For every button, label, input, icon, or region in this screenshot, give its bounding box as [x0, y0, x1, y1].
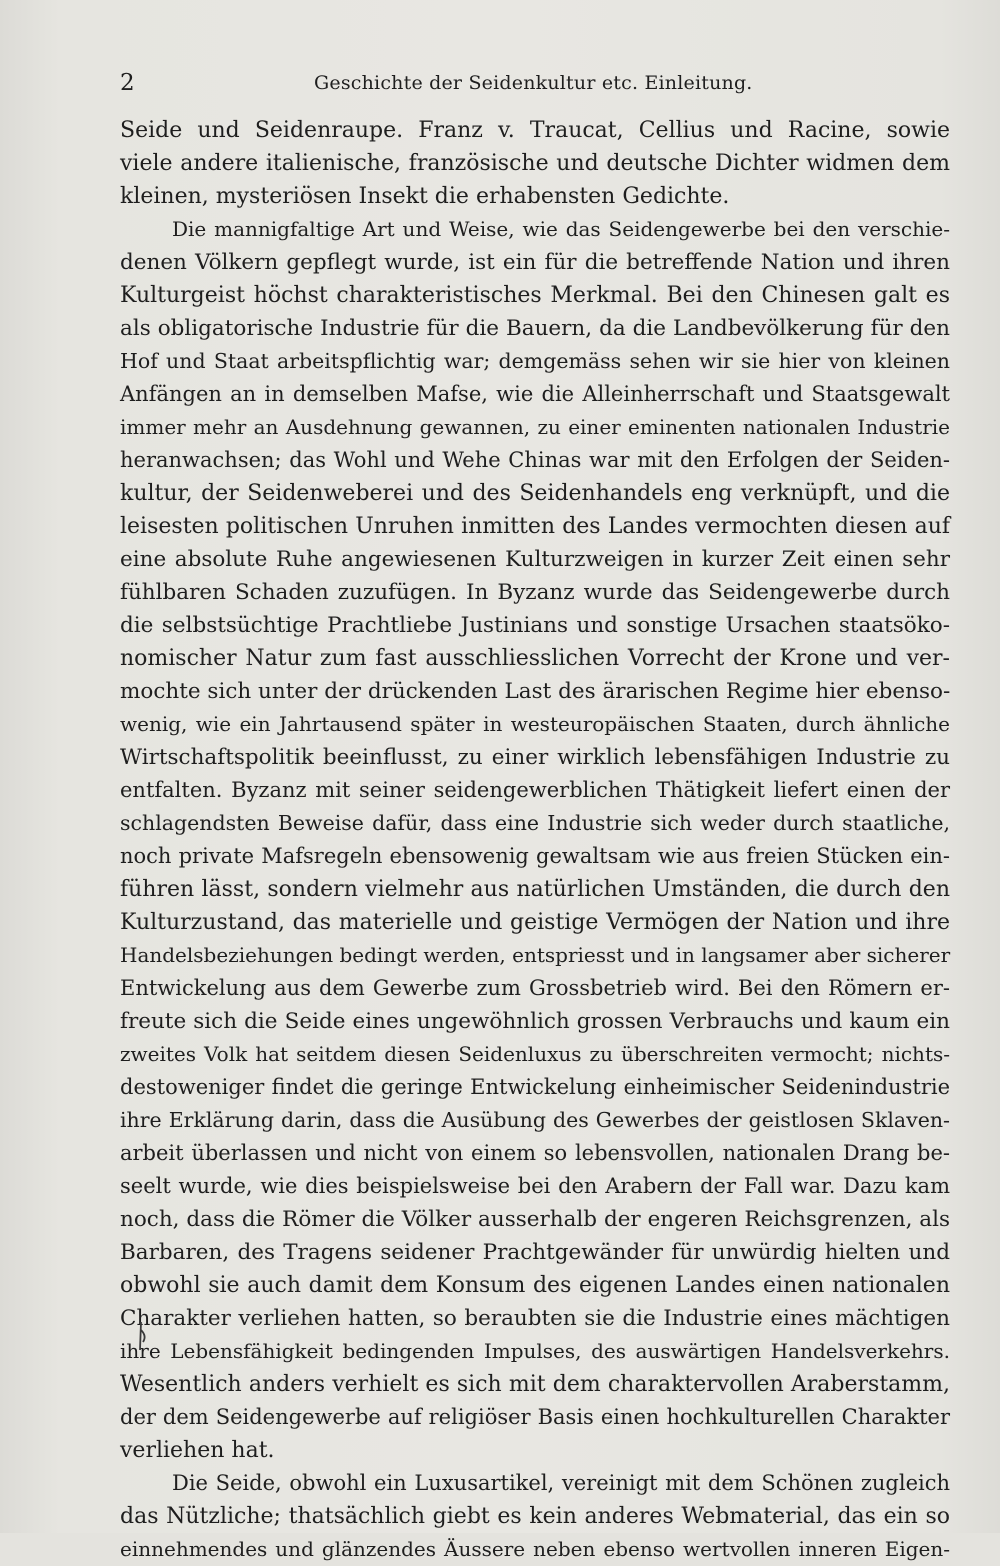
- text-line: kultur, der Seidenweberei und des Seidenhandels eng verknüpft, und die: [120, 481, 950, 506]
- text-line: Kulturgeist höchst charakteristisches Merkmal. Bei den Chinesen galt es: [120, 283, 950, 308]
- text-line: kleinen, mysteriösen Insekt die erhabensten Gedichte.: [120, 184, 730, 209]
- text-line: Die mannigfaltige Art und Weise, wie das Seidengewerbe bei den verschie-: [172, 217, 950, 241]
- text-line: noch, dass die Römer die Völker ausserhalb der engeren Reichsgrenzen, als: [120, 1207, 950, 1232]
- text-line: denen Völkern gepflegt wurde, ist ein für die betreffende Nation und ihren: [120, 250, 950, 275]
- text-line: arbeit überlassen und nicht von einem so lebensvollen, nationalen Drang be-: [120, 1141, 950, 1165]
- text-line: Seide und Seidenraupe. Franz v. Traucat, Cellius und Racine, sowie: [120, 118, 950, 143]
- body-text: [120, 114, 950, 1566]
- text-line: Wesentlich anders verhielt es sich mit dem charaktervollen Araberstamm,: [120, 1372, 950, 1397]
- text-line: schlagendsten Beweise dafür, dass eine Industrie sich weder durch staatliche,: [120, 811, 950, 835]
- text-line: Kulturzustand, das materielle und geistige Vermögen der Nation und ihre: [120, 910, 950, 935]
- text-line: das Nützliche; thatsächlich giebt es kein anderes Webmaterial, das ein so: [120, 1504, 950, 1529]
- text-line: Anfängen an in demselben Mafse, wie die Alleinherrschaft und Staatsgewalt: [120, 382, 950, 406]
- text-line: viele andere italienische, französische und deutsche Dichter widmen dem: [120, 151, 950, 176]
- text-line: zweites Volk hat seitdem diesen Seidenluxus zu überschreiten vermocht; nichts-: [120, 1042, 950, 1066]
- text-line: Hof und Staat arbeitspflichtig war; demgemäss sehen wir sie hier von kleinen: [120, 349, 950, 373]
- text-line: Barbaren, des Tragens seidener Prachtgewänder für unwürdig hielten und: [120, 1240, 950, 1265]
- text-line: obwohl sie auch damit dem Konsum des eigenen Landes einen nationalen: [120, 1273, 950, 1298]
- text-line: Handelsbeziehungen bedingt werden, entspriesst und in langsamer aber sicherer: [120, 943, 951, 967]
- text-line: der dem Seidengewerbe auf religiöser Basis einen hochkulturellen Charakter: [120, 1405, 950, 1429]
- text-line: ihre Lebensfähigkeit bedingenden Impulses, des auswärtigen Handelsverkehrs.: [120, 1339, 950, 1363]
- text-line: fühlbaren Schaden zuzufügen. In Byzanz wurde das Seidengewerbe durch: [120, 580, 950, 605]
- text-line: leisesten politischen Unruhen inmitten des Landes vermochten diesen auf: [120, 514, 950, 539]
- text-line: Die Seide, obwohl ein Luxusartikel, vereinigt mit dem Schönen zugleich: [172, 1471, 950, 1495]
- text-line: als obligatorische Industrie für die Bauern, da die Landbevölkerung für den: [120, 316, 950, 341]
- text-line: freute sich die Seide eines ungewöhnlich grossen Verbrauchs und kaum ein: [120, 1009, 950, 1034]
- text-line: die selbstsüchtige Prachtliebe Justinians und sonstige Ursachen staatsöko-: [120, 613, 950, 638]
- text-line: wenig, wie ein Jahrtausend später in westeuropäischen Staaten, durch ähnliche: [120, 712, 950, 736]
- page-number: 2: [120, 70, 135, 96]
- text-line: nomischer Natur zum fast ausschliesslichen Vorrecht der Krone und ver-: [120, 646, 950, 671]
- text-line: verliehen hat.: [120, 1438, 275, 1463]
- running-title: Geschichte der Seidenkultur etc. Einleitung.: [314, 72, 753, 94]
- text-line: ihre Erklärung darin, dass die Ausübung des Gewerbes der geistlosen Sklaven-: [120, 1108, 950, 1132]
- text-line: seelt wurde, wie dies beispielsweise bei den Arabern der Fall war. Dazu kam: [120, 1174, 950, 1198]
- text-line: Wirtschaftspolitik beeinflusst, zu einer wirklich lebensfähigen Industrie zu: [120, 745, 950, 770]
- text-line: Charakter verliehen hatten, so beraubten sie die Industrie eines mächtigen: [120, 1306, 950, 1331]
- pencil-mark-icon: [137, 1320, 151, 1352]
- page-header: [120, 70, 950, 100]
- text-line: immer mehr an Ausdehnung gewannen, zu einer eminenten nationalen Industrie: [120, 415, 950, 439]
- text-line: entfalten. Byzanz mit seiner seidengewerblichen Thätigkeit liefert einen der: [120, 778, 950, 802]
- text-line: führen lässt, sondern vielmehr aus natürlichen Umständen, die durch den: [120, 877, 950, 902]
- text-line: destoweniger findet die geringe Entwickelung einheimischer Seidenindustrie: [120, 1075, 950, 1099]
- text-line: Entwickelung aus dem Gewerbe zum Grossbetrieb wird. Bei den Römern er-: [120, 976, 950, 1000]
- text-line: eine absolute Ruhe angewiesenen Kulturzweigen in kurzer Zeit einen sehr: [120, 547, 950, 572]
- text-line: noch private Mafsregeln ebensowenig gewaltsam wie aus freien Stücken ein-: [120, 844, 950, 868]
- text-line: einnehmendes und glänzendes Äussere neben ebenso wertvollen inneren Eigen-: [120, 1537, 950, 1561]
- text-line: mochte sich unter der drückenden Last des ärarischen Regime hier ebenso-: [120, 679, 951, 704]
- text-line: heranwachsen; das Wohl und Wehe Chinas war mit den Erfolgen der Seiden-: [120, 448, 950, 472]
